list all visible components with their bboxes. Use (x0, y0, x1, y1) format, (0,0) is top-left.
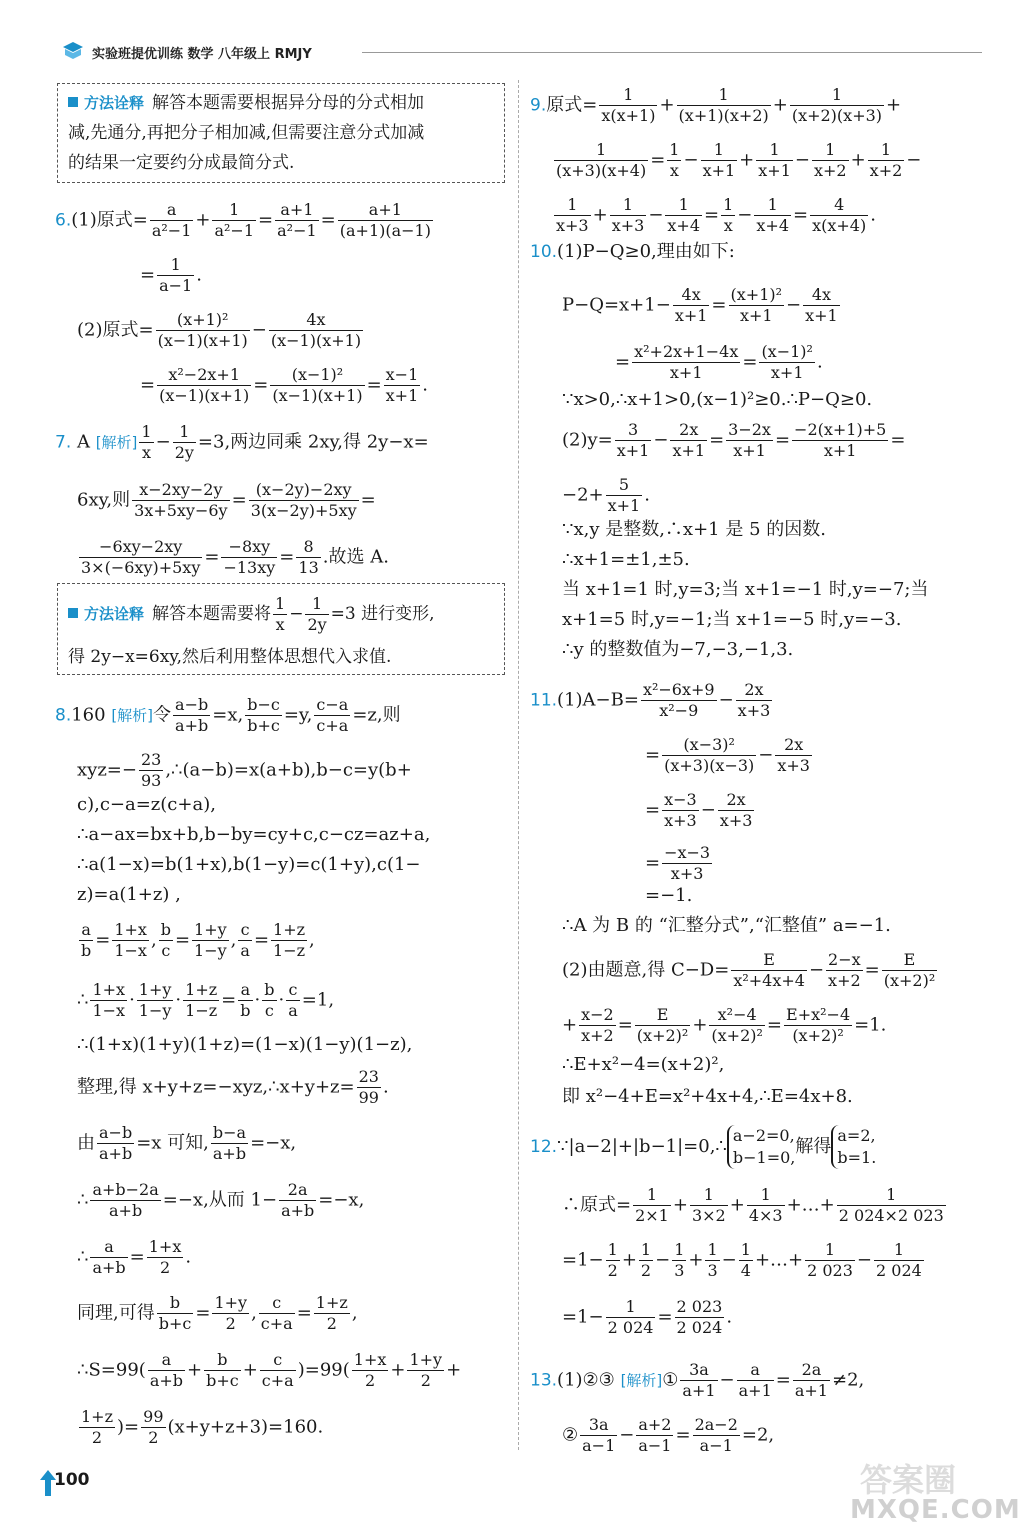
question-number: 6. (55, 210, 72, 231)
q7-line-3: $\frac{-6xy-2xy}{3\times(-6xy)+5xy}$ = $\frac{-8xy}{-13xy}$ = $\frac{8}{13}$ .故选 A. (81, 537, 389, 577)
answer: A (76, 431, 90, 453)
q7-line-1: 7. A [解析] $\frac{1}{x}$ − $\frac{1}{2y}$ =3,两边同乘 2xy,得 2y−x= (55, 422, 429, 462)
q6-line-2: = $\frac{1}{a-1}$ . (140, 255, 202, 295)
question-number: 13. (530, 1370, 558, 1391)
text: (1)原式= (71, 209, 148, 231)
watermark-text: MXQE.COM (850, 1495, 1021, 1525)
analysis-tag: [解析] (620, 1371, 663, 1390)
question-number: 11. (530, 690, 558, 711)
q8-line-6: z)=a(1+z) , (77, 884, 181, 905)
q8-line-10: 整理,得 x+y+z=−xyz,∴x+y+z= $\frac{23}{99}$ . (77, 1067, 389, 1107)
q11-line-4: = $\frac{-x-3}{x+3}$ (645, 843, 711, 883)
left-column (55, 75, 510, 1455)
method-note-box-2: 方法诠释 解答本题需要将 $\frac{1}{x}$ − $\frac{1}{2y}$ =3 进行变形, 得 2y−x=6xy,然后利用整体思想代入求值. (57, 583, 505, 675)
q6-line-1: 6.(1)原式= $\frac{a}{\text{a²−1}}$ + $\frac{1}{\text{a²−1}}$ = $\frac{a+1}{\text{a²−1}}$ = $\frac{a+1}{(a+1)(a-1)}$ (55, 200, 431, 240)
q8-line-14: 同理,可得 $\frac{b}{b+c}$ = $\frac{1+y}{2}$ , $\frac{c}{c+a}$ = $\frac{1+z}{2}$ , (77, 1293, 358, 1333)
q8-line-4: ∴a−ax=bx+b,b−by=cy+c,c−cz=az+a, (77, 824, 431, 845)
analysis-tag: [解析] (95, 433, 138, 452)
watermark-top: 答案圈 (860, 1461, 957, 1499)
q11-line-10: 即 x²−4+E=x²+4x+4,∴E=4x+8. (562, 1086, 853, 1107)
book-logo-icon (62, 40, 84, 62)
q9-line-2: $\frac{1}{(x+3)(x+4)}$ = $\frac{1}{x}$ − $\frac{1}{x+1}$ + $\frac{1}{x+1}$ − $\frac{1}{x+2}$ + $\frac{1}{x+2}$ − (556, 140, 922, 180)
q8-line-5: ∴a(1−x)=b(1+x),b(1−y)=c(1+y),c(1− (77, 854, 421, 875)
column-divider (518, 80, 519, 1450)
watermark (850, 1455, 1021, 1525)
text: (2)原式= (77, 319, 154, 341)
q8-line-3: c),c−a=z(c+a), (77, 794, 216, 815)
page-header (62, 40, 982, 66)
method-text: 得 2y−x=6xy,然后利用整体思想代入求值. (68, 647, 392, 667)
method-tag: 方法诠释 (68, 88, 144, 118)
method-note-box-1 (57, 83, 505, 183)
q6-line-3: (2)原式= $\frac{\text{(x+1)²}}{(x-1)(x+1)}$ − $\frac{4x}{(x-1)(x+1)}$ (77, 310, 362, 350)
question-number: 10. (530, 242, 558, 262)
q8-line-7: $\frac{a}{b}$ = $\frac{1+x}{1-x}$ , $\frac{b}{c}$ = $\frac{1+y}{1-y}$ , $\frac{c}{a}$ = $\frac{1+z}{1-z}$ , (81, 920, 315, 960)
q10-line-9: 当 x+1=1 时,y=3;当 x+1=−1 时,y=−7;当 (562, 579, 929, 600)
q13-line-2: ② $\frac{3a}{a-1}$ − $\frac{a+2}{a-1}$ = $\frac{2a-2}{a-1}$ =2, (562, 1415, 775, 1455)
method-text: 减,先通分,再把分子相加减,但需要注意分式加减 (68, 123, 425, 143)
q9-line-1: 9.原式= $\frac{1}{x(x+1)}$ + $\frac{1}{(x+1)(x+2)}$ + $\frac{1}{(x+2)(x+3)}$ + (530, 85, 902, 125)
q8-line-16: $\frac{1+z}{2}$ )= $\frac{99}{2}$ (x+y+z+3)=160. (81, 1407, 324, 1447)
q10-line-8: ∴x+1=±1,±5. (562, 549, 690, 570)
q11-line-6: ∴A 为 B 的 “汇整分式”,“汇整值” a=−1. (562, 915, 891, 936)
question-number: 9. (530, 95, 547, 116)
q10-line-2: P−Q=x+1− $\frac{4x}{x+1}$ = $\frac{\text{(x+1)²}}{x+1}$ − $\frac{4x}{x+1}$ (562, 285, 838, 325)
q8-line-9: ∴(1+x)(1+y)(1+z)=(1−x)(1−y)(1−z), (77, 1034, 413, 1055)
right-column (530, 75, 1000, 1455)
q11-line-8: + $\frac{x-2}{x+2}$ = $\frac{E}{\text{(x+2)²}}$ + $\frac{\text{x²−4}}{\text{(x+2)²}}$ = $\frac{\text{E+x²−4}}{\text{(x+2)²}}$ =1. (562, 1005, 887, 1045)
q11-line-9: ∴E+x²−4=(x+2)², (562, 1054, 725, 1075)
q8-line-8: ∴ $\frac{1+x}{1-x}$ · $\frac{1+y}{1-y}$ · $\frac{1+z}{1-z}$ = $\frac{a}{b}$ · $\frac{b}{c}$ · $\frac{c}{a}$ =1, (77, 980, 335, 1020)
q8-line-15: ∴S=99( $\frac{a}{a+b}$ + $\frac{b}{b+c}$ + $\frac{c}{c+a}$ )=99( $\frac{1+x}{2}$ + $\frac{1+y}{2}$ + (77, 1350, 462, 1390)
answer: 160 (71, 704, 106, 726)
q8-line-2: xyz=− $\frac{23}{93}$ ,∴(a−b)=x(a+b),b−c=y(b+ (77, 750, 412, 790)
q12-line-3: =1− $\frac{1}{2}$ + $\frac{1}{2}$ − $\frac{1}{3}$ + $\frac{1}{3}$ − $\frac{1}{4}$ +…+ $\frac{1}{2 023}$ − $\frac{1}{2 024}$ (562, 1240, 922, 1280)
q8-line-13: ∴ $\frac{a}{a+b}$ = $\frac{1+x}{2}$ . (77, 1237, 192, 1277)
q8-line-1: 8.160 [解析]令 $\frac{a-b}{a+b}$ =x, $\frac{b-c}{b+c}$ =y, $\frac{c-a}{c+a}$ =z,则 (55, 695, 401, 735)
analysis-tag: [解析] (111, 706, 154, 725)
q6-line-4: = $\frac{\text{x²−2x+1}}{(x-1)(x+1)}$ = $\frac{\text{(x−1)²}}{(x-1)(x+1)}$ = $\frac{x-1}{x+1}$ . (140, 365, 428, 405)
q12-line-2: ∴原式= $\frac{1}{2\times 1}$ + $\frac{1}{3\times 2}$ + $\frac{1}{4\times 3}$ +…+ $\frac{1}{2 024\times 2 023}$ (562, 1185, 944, 1225)
question-number: 7. (55, 432, 72, 453)
q12-line-4: =1− $\frac{1}{2 024}$ = $\frac{2 023}{2 024}$ . (562, 1297, 733, 1337)
q11-line-3: = $\frac{x-3}{x+3}$ − $\frac{2x}{x+3}$ (645, 790, 753, 830)
question-number: 12. (530, 1137, 558, 1157)
page-number: 100 (54, 1470, 90, 1490)
header-rule (362, 52, 982, 53)
q10-line-11: ∴y 的整数值为−7,−3,−1,3. (562, 639, 794, 660)
q10-line-3: = $\frac{\text{x²+2x+1−4x}}{x+1}$ = $\frac{\text{(x−1)²}}{x+1}$ . (615, 342, 823, 382)
q10-line-4: ∵x>0,∴x+1>0,(x−1)²≥0.∴P−Q≥0. (562, 389, 873, 410)
q10-line-5: (2)y= $\frac{3}{x+1}$ − $\frac{2x}{x+1}$ = $\frac{3-2x}{x+1}$ = $\frac{-2(x+1)+5}{x+1}$ = (562, 420, 906, 460)
q10-line-10: x+1=5 时,y=−1;当 x+1=−5 时,y=−3. (562, 609, 902, 630)
q8-line-12: ∴ $\frac{a+b-2a}{a+b}$ =−x,从而 1− $\frac{2a}{a+b}$ =−x, (77, 1180, 365, 1220)
q11-line-5: =−1. (645, 885, 693, 906)
q11-line-1: 11.(1)A−B= $\frac{\text{x²−6x+9}}{\text{x²−9}}$ − $\frac{2x}{x+3}$ (530, 680, 771, 720)
page-number-badge (40, 1468, 90, 1498)
q12-line-1: 12.∵|a−2|+|b−1|=0,∴ a−2=0, b−1=0, 解得 a=2, b=1. (530, 1126, 877, 1167)
q10-line-1: 10.(1)P−Q≥0,理由如下: (530, 241, 735, 262)
header-title: 实验班提优训练 数学 八年级上 RMJY (92, 47, 312, 62)
q10-line-7: ∵x,y 是整数,∴x+1 是 5 的因数. (562, 519, 826, 540)
method-text: 解答本题需要根据异分母的分式相加 (152, 93, 425, 113)
q7-line-2: 6xy,则 $\frac{x-2xy-2y}{3x+5xy-6y}$ = $\frac{(x-2y)-2xy}{3(x-2y)+5xy}$ = (77, 480, 376, 520)
method-tag: 方法诠释 (68, 599, 144, 629)
q13-line-1: 13.(1)②③ [解析]① $\frac{3a}{a+1}$ − $\frac{a}{a+1}$ = $\frac{2a}{a+1}$ ≠2, (530, 1360, 865, 1400)
q8-line-11: 由 $\frac{a-b}{a+b}$ =x 可知, $\frac{b-a}{a+b}$ =−x, (77, 1123, 297, 1163)
question-number: 8. (55, 705, 72, 726)
q10-line-6: −2+ $\frac{5}{x+1}$ . (562, 475, 650, 515)
q11-line-2: = $\frac{\text{(x−3)²}}{(x+3)(x-3)}$ − $\frac{2x}{x+3}$ (645, 735, 810, 775)
q9-line-3: $\frac{1}{x+3}$ + $\frac{1}{x+3}$ − $\frac{1}{x+4}$ = $\frac{1}{x}$ − $\frac{1}{x+4}$ = $\frac{4}{x(x+4)}$ . (556, 195, 876, 235)
method-text: 的结果一定要约分成最简分式. (68, 153, 295, 173)
q11-line-7: (2)由题意,得 C−D= $\frac{E}{\text{x²+4x+4}}$ − $\frac{2-x}{x+2}$ = $\frac{E}{\text{(x+2)²}}$ (562, 950, 936, 990)
